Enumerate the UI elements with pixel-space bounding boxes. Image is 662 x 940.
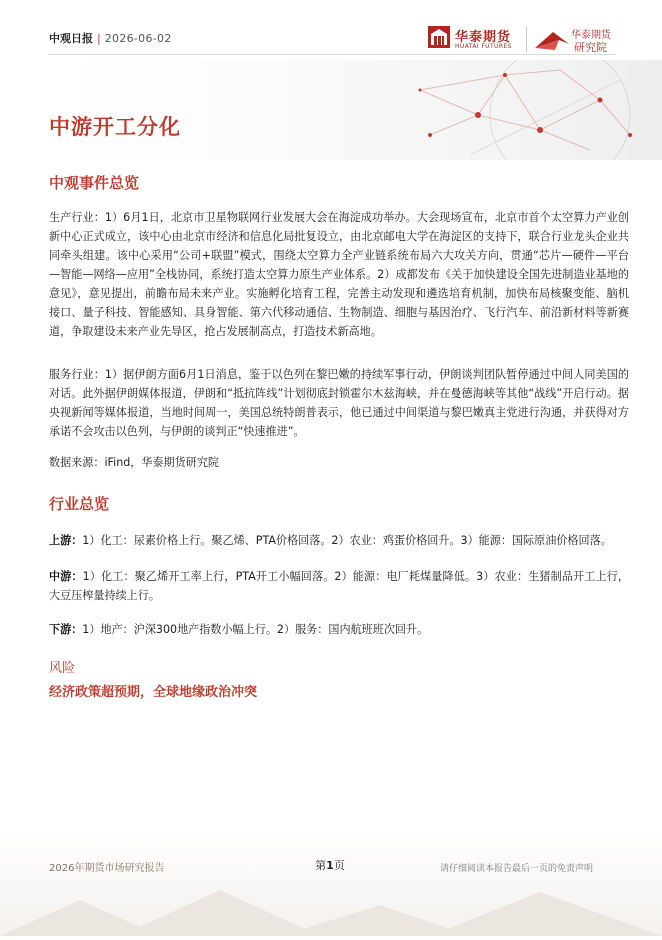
page-header <box>0 0 662 60</box>
upstream-paragraph <box>49 531 629 550</box>
header-meta <box>49 32 172 46</box>
logo-name: 华泰期货 <box>455 30 512 45</box>
page-suffix: 页 <box>333 859 345 872</box>
risk-label: 风险 <box>49 661 76 676</box>
network-decoration <box>0 60 662 160</box>
page-title: 中游开工分化 <box>49 115 181 139</box>
footer-pattern <box>0 830 662 936</box>
risk-text: 经济政策超预期，全球地缘政治冲突 <box>49 685 258 700</box>
events-heading: 中观事件总览 <box>49 174 140 192</box>
upstream-label: 上游： <box>49 534 83 547</box>
title-banner <box>0 60 662 160</box>
logo-divider <box>526 26 527 52</box>
huatai-futures-logo <box>428 26 524 54</box>
midstream-text: 1）化工：聚乙烯开工率上行，PTA开工小幅回落。2）能源：电厂耗煤量降低。3）农业：生猪制品开工上行，大豆压榨量持续上行。 <box>49 570 629 602</box>
production-paragraph: 生产行业：1）6月1日，北京市卫星物联网行业发展大会在海淀成功举办。大会现场宣布，北京市首个太空算力产业创新中心正式成立，该中心由北京市经济和信息化局批复设立，由北京邮电大学在海淀区的支持下，联合行业龙头企业共同牵头组建。该中心采用“公司+联盟”模式，围绕太空算力全产业链系统布局六大攻关方向，贯通“芯片—硬件—平台—智能—网络—应用”全栈协同，系统打造太空算力原生产业体系。2）成都发布《关于加快建设全国先进制造业基地的意见》，意见提出，前瞻布局未来产业。实施孵化培育工程，完善主动发现和遴选培育机制，加快布局核聚变能、脑机接口、量子科技、智能感知、具身智能、第六代移动通信、生物制造、细胞与基因治疗、飞行汽车、前沿新材料等新赛道，争取建设未来产业先导区，抢占发展制高点，打造技术新高地。 <box>49 211 629 338</box>
midstream-label: 中游： <box>49 570 83 583</box>
page-number <box>300 857 360 873</box>
footer-decoration <box>0 830 662 936</box>
research-institute-logo <box>533 26 617 54</box>
data-source: 数据来源：iFind，华泰期货研究院 <box>49 456 220 469</box>
header-separator: | <box>97 32 101 45</box>
huatai-logo-icon <box>428 26 450 48</box>
downstream-paragraph <box>49 620 629 639</box>
downstream-text: 1）地产：沪深300地产指数小幅上行。2）服务：国内航班班次回升。 <box>82 623 429 636</box>
upstream-text: 1）化工：尿素价格上行。聚乙烯、PTA价格回落。2）农业：鸡蛋价格回升。3）能源：国际原油价格回落。 <box>82 534 612 547</box>
logo-subtitle: HUATAI FUTURES <box>455 43 512 50</box>
disclaimer-note: 请仔细阅读本报告最后一页的免责声明 <box>440 864 594 874</box>
service-paragraph: 服务行业：1）据伊朗方面6月1日消息，鉴于以色列在黎巴嫩的持续军事行动，伊朗谈判团队暂停通过中间人同美国的对话。此外据伊朗媒体报道，伊朗和“抵抗阵线”计划彻底封锁霍尔木兹海峡，并在曼德海峡等其他“战线”开启行动。据央视新闻等媒体报道，当地时间周一，美国总统特朗普表示，他已通过中间渠道与黎巴嫩真主党进行沟通，并获得对方承诺不会攻击以色列，与伊朗的谈判正“快速推进”。 <box>49 368 629 438</box>
footer-report-name: 2026年期货市场研究报告 <box>49 863 165 874</box>
header-rule <box>48 54 616 55</box>
page-number-value: 1 <box>326 859 334 872</box>
midstream-paragraph <box>49 567 629 605</box>
report-type: 中观日报 <box>49 32 93 45</box>
industry-heading: 行业总览 <box>49 495 110 513</box>
institute-logo-icon <box>533 28 571 52</box>
institute-label: 研究院 <box>574 41 607 54</box>
downstream-label: 下游： <box>49 623 83 636</box>
report-date: 2026-06-02 <box>104 32 172 45</box>
page-prefix: 第 <box>315 859 327 872</box>
institute-name: 华泰期货 <box>571 30 611 41</box>
